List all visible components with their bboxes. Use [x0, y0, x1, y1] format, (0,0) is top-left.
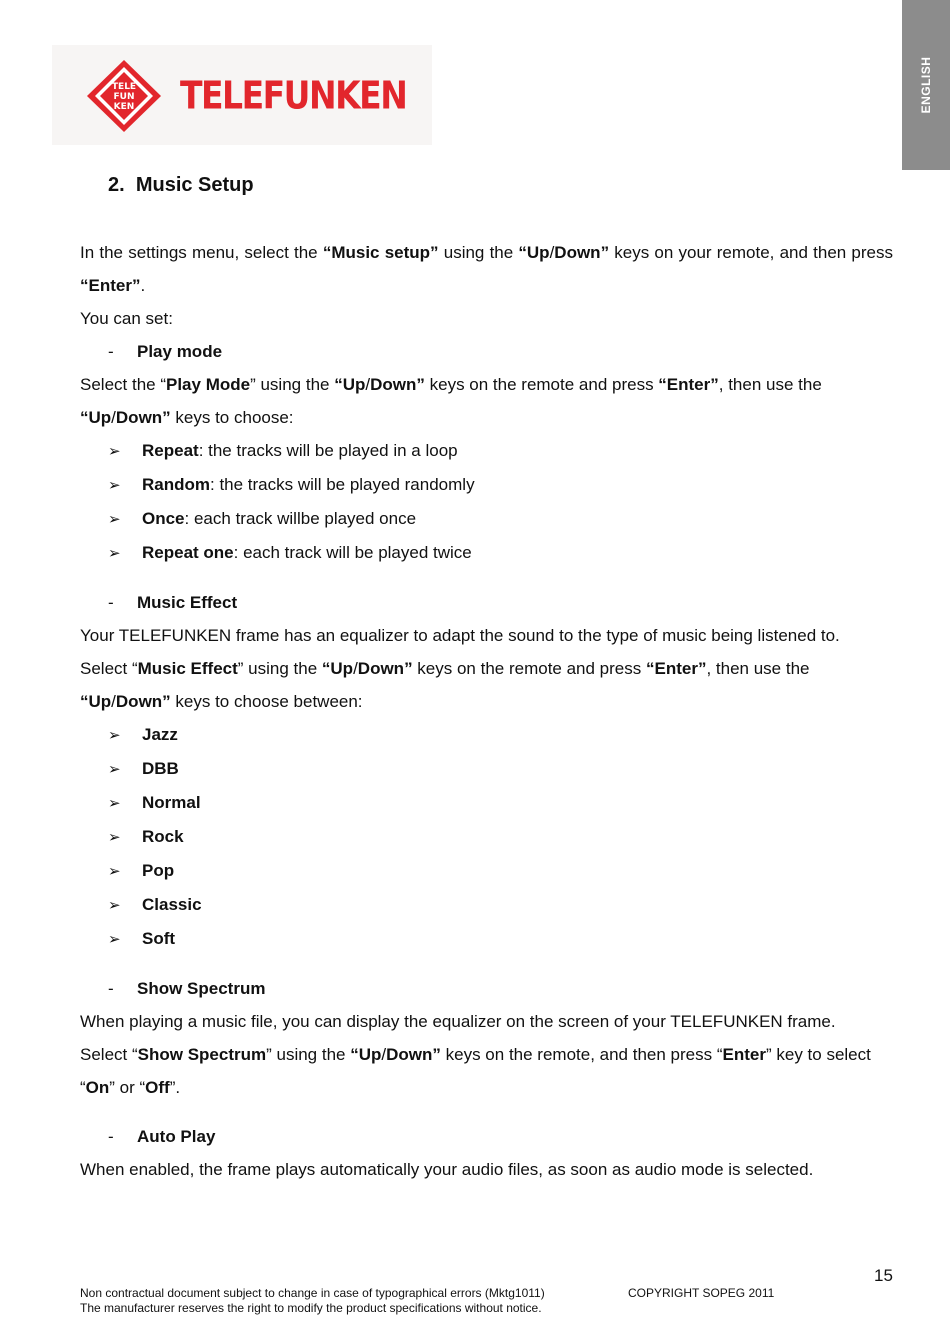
intro-text: . [140, 276, 146, 295]
emblem-line-2: FUN [113, 92, 135, 102]
desc-bold: “Enter” [645, 659, 707, 678]
option-name: Pop [142, 861, 175, 880]
desc-text: Select “ [80, 1045, 138, 1064]
desc-text: / [353, 659, 358, 678]
option-name: Repeat one [142, 543, 234, 562]
desc-text: / [111, 408, 116, 427]
desc-text: keys to choose between: [170, 692, 363, 711]
emblem-line-3: KEN [113, 102, 135, 112]
play-mode-options [80, 434, 893, 570]
music-effect-intro: Your TELEFUNKEN frame has an equalizer to adapt the sound to the type of music being listened to. [80, 626, 840, 645]
list-item [80, 786, 893, 820]
desc-bold: “Up [350, 1045, 382, 1064]
list-item [80, 888, 893, 922]
desc-text: / [381, 1045, 387, 1064]
section-heading [108, 174, 254, 197]
show-spectrum-title: Show Spectrum [137, 979, 266, 998]
desc-text: ” key to select “ [80, 1045, 881, 1097]
emblem-line-1: TELE [111, 82, 137, 92]
desc-text: keys on the remote and press [424, 375, 659, 394]
desc-bold: “Up [80, 692, 112, 711]
you-can-set-text: You can set: [80, 309, 173, 328]
arrowhead-bullet-icon: ➢ [108, 897, 121, 914]
desc-text: ” using the [250, 375, 335, 394]
desc-text: , then use the [706, 659, 810, 678]
show-spectrum-heading [80, 972, 893, 1005]
arrowhead-bullet-icon: ➢ [108, 795, 121, 812]
desc-bold: “Enter” [658, 375, 719, 394]
option-name: Random [142, 475, 210, 494]
show-spectrum-description [80, 1038, 893, 1104]
desc-bold: Off [145, 1078, 170, 1097]
brand-wordmark: TELEFUNKEN [180, 73, 407, 118]
music-effect-description [80, 652, 893, 718]
desc-bold: Down” [357, 659, 413, 678]
section-title: Music Setup [135, 174, 254, 196]
option-name: Once [142, 509, 185, 528]
list-item [80, 854, 893, 888]
option-name: Classic [142, 895, 202, 914]
arrowhead-bullet-icon: ➢ [108, 477, 121, 494]
desc-text: / [111, 692, 116, 711]
footer-disclaimer-line-2: The manufacturer reserves the right to modify the product specifications without notice. [80, 1301, 542, 1315]
desc-bold: Down” [370, 375, 425, 394]
desc-bold: On [85, 1078, 110, 1097]
desc-text: Select the “ [80, 375, 166, 394]
intro-bold: “Enter” [80, 276, 141, 295]
intro-text: using the [438, 243, 519, 262]
auto-play-heading [80, 1120, 893, 1153]
dash-bullet: - [108, 1127, 114, 1146]
section-number: 2. [108, 174, 125, 196]
desc-text: ” or “ [109, 1078, 146, 1097]
music-effect-title: Music Effect [137, 593, 238, 612]
show-spectrum-intro: When playing a music file, you can display the equalizer on the screen of your TELEFUNKEN frame. [80, 1012, 836, 1031]
play-mode-title: Play mode [137, 342, 223, 361]
desc-text: ” using the [237, 659, 322, 678]
intro-text: keys on your remote, and then press [609, 243, 893, 262]
desc-text: Select “ [80, 659, 138, 678]
intro-paragraph [80, 236, 893, 302]
option-name: Rock [142, 827, 184, 846]
footer [80, 1286, 900, 1316]
option-text: : each track willbe played once [184, 509, 417, 528]
intro-bold: “Music setup” [322, 243, 439, 262]
list-item [80, 718, 893, 752]
desc-text: ”. [169, 1078, 181, 1097]
desc-bold: Down” [115, 692, 171, 711]
intro-text: / [549, 243, 555, 262]
music-effect-options [80, 718, 893, 956]
arrowhead-bullet-icon: ➢ [108, 931, 121, 948]
intro-bold: Down” [554, 243, 610, 262]
desc-text: keys to choose: [170, 408, 294, 427]
play-mode-description [80, 368, 893, 434]
desc-text: keys on the remote and press [412, 659, 646, 678]
option-name: Jazz [142, 725, 178, 744]
telefunken-logo [52, 45, 432, 145]
language-label: ENGLISH [919, 56, 933, 114]
footer-copyright: COPYRIGHT SOPEG 2011 [628, 1286, 775, 1300]
desc-text: / [365, 375, 371, 394]
option-text: : the tracks will be played randomly [210, 475, 475, 494]
option-name: Normal [142, 793, 201, 812]
footer-disclaimer-line-1: Non contractual document subject to change in case of typographical errors (Mktg1011) [80, 1286, 545, 1300]
auto-play-description: When enabled, the frame plays automatically your audio files, as soon as audio mode is selected. [80, 1160, 814, 1179]
intro-bold: “Up [518, 243, 550, 262]
desc-text: keys on the remote, and then press “ [440, 1045, 723, 1064]
auto-play-title: Auto Play [137, 1127, 216, 1146]
list-item [80, 502, 893, 536]
page-number: 15 [874, 1266, 893, 1285]
desc-bold: “Up [334, 375, 366, 394]
desc-bold: Show Spectrum [137, 1045, 267, 1064]
desc-text: , then use the [718, 375, 822, 394]
list-item [80, 820, 893, 854]
music-effect-heading [80, 586, 893, 619]
desc-bold: Music Effect [137, 659, 238, 678]
arrowhead-bullet-icon: ➢ [108, 829, 121, 846]
dash-bullet: - [108, 979, 114, 998]
list-item [80, 752, 893, 786]
dash-bullet: - [108, 342, 114, 361]
play-mode-heading [80, 335, 893, 368]
desc-bold: “Up [321, 659, 354, 678]
option-text: : the tracks will be played in a loop [198, 441, 458, 460]
option-text: : each track will be played twice [233, 543, 472, 562]
language-tab [902, 0, 950, 170]
desc-bold: Down” [115, 408, 171, 427]
arrowhead-bullet-icon: ➢ [108, 545, 121, 562]
desc-bold: Play Mode [166, 375, 251, 394]
desc-bold: Enter [722, 1045, 766, 1064]
arrowhead-bullet-icon: ➢ [108, 761, 121, 778]
list-item [80, 536, 893, 570]
option-name: Soft [142, 929, 176, 948]
desc-bold: “Up [80, 408, 112, 427]
list-item [80, 922, 893, 956]
list-item [80, 468, 893, 502]
intro-text: In the settings menu, select the [80, 243, 323, 262]
document-body [80, 236, 893, 1186]
option-name: Repeat [142, 441, 199, 460]
arrowhead-bullet-icon: ➢ [108, 511, 121, 528]
desc-bold: Down” [386, 1045, 441, 1064]
arrowhead-bullet-icon: ➢ [108, 443, 121, 460]
desc-text: ” using the [266, 1045, 351, 1064]
list-item [80, 434, 893, 468]
dash-bullet: - [108, 593, 114, 612]
arrowhead-bullet-icon: ➢ [108, 727, 121, 744]
arrowhead-bullet-icon: ➢ [108, 863, 121, 880]
telefunken-emblem-icon [86, 59, 162, 133]
option-name: DBB [142, 759, 179, 778]
